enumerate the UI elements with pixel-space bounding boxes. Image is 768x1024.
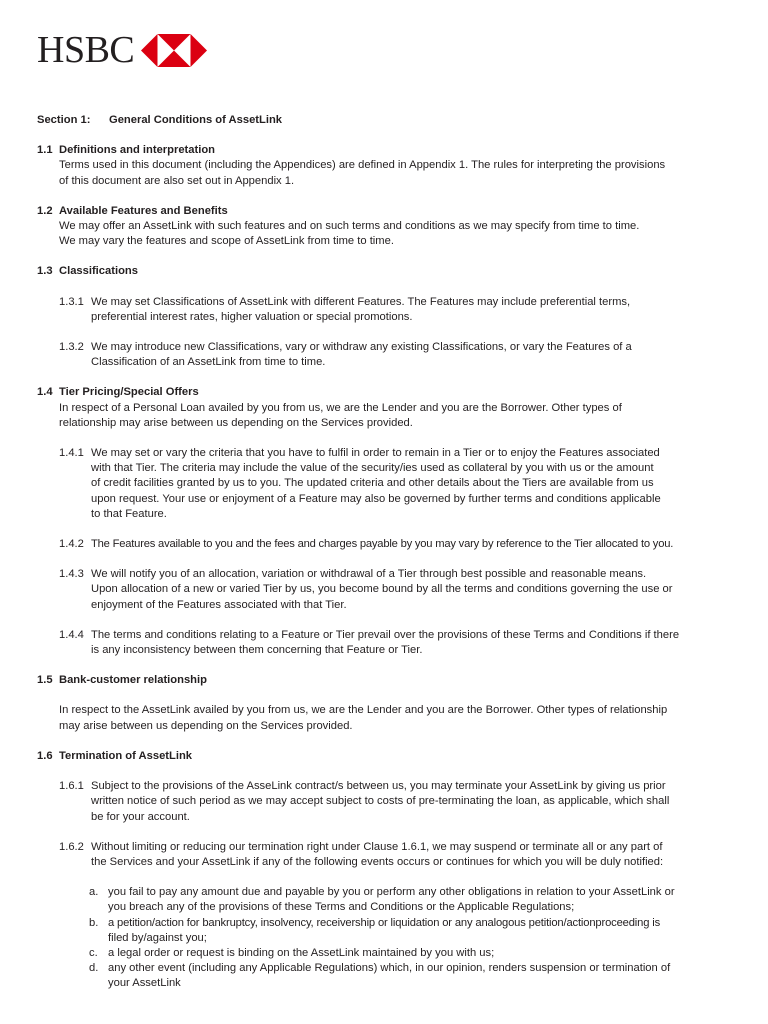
clause-1-6-1 (37, 779, 707, 825)
text-line: filed by/against you; (108, 931, 207, 944)
text-line: The terms and conditions relating to a Feature or Tier prevail over the provisions of these Terms and Conditions if there (91, 628, 680, 641)
subclause-number: 1.4.3 (59, 568, 84, 581)
text-line: In respect to the AssetLink availed by you from us, we are the Lender and you are the Borrower. Other types of relationship (59, 704, 668, 717)
text-line: the Services and your AssetLink if any of the following events occurs or continues for which you will be duly notified: (91, 855, 664, 868)
text-line: We may offer an AssetLink with such features and on such terms and conditions as we may specify from time to time. (59, 220, 640, 233)
clause-number: 1.1 (37, 144, 53, 157)
clause-1-2-text (37, 219, 707, 249)
clause-title: Tier Pricing/Special Offers (59, 386, 199, 399)
list-item (37, 885, 707, 915)
text-line: of credit facilities granted by us to you. The updated criteria and other details about the Tiers are available from us (91, 477, 654, 490)
text-line: Without limiting or reducing our termination right under Clause 1.6.1, we may suspend or terminate all or any part of (91, 840, 663, 853)
text-line: you fail to pay any amount due and payable by you or perform any other obligations in relation to your AssetLink or (108, 886, 675, 899)
list-item (37, 946, 707, 961)
subclause-number: 1.3.2 (59, 341, 84, 354)
text-line: In respect of a Personal Loan availed by you from us, we are the Lender and you are the Borrower. Other types of (59, 401, 622, 414)
section-title: General Conditions of AssetLink (109, 114, 283, 126)
clause-1-3-heading (37, 264, 707, 279)
clause-1-5-heading (37, 673, 707, 688)
text-line: your AssetLink (108, 977, 181, 990)
clause-title: Available Features and Benefits (59, 204, 228, 217)
text-line: preferential interest rates, higher valuation or special promotions. (91, 310, 413, 323)
clause-number: 1.2 (37, 204, 53, 217)
text-line: enjoyment of the Features associated with that Tier. (91, 598, 347, 611)
hsbc-hexagon-icon (141, 34, 207, 67)
clause-1-1-heading (37, 143, 707, 158)
logo-wordmark: HSBC (37, 29, 135, 71)
text-line: with that Tier. The criteria may include the value of the security/ies used as collateral by you with us or the amount (91, 462, 654, 475)
clause-number: 1.3 (37, 265, 53, 278)
text-line: We may vary the features and scope of AssetLink from time to time. (59, 235, 394, 248)
text-line: We will notify you of an allocation, variation or withdrawal of a Tier through best possible and reasonable means. (91, 568, 647, 581)
section-number: Section 1: (37, 114, 91, 126)
clause-1-6-2 (37, 840, 707, 870)
text-line: Terms used in this document (including the Appendices) are defined in Appendix 1. The rules for interpreting the provisions (59, 159, 666, 172)
text-line: is any inconsistency between them concerning that Feature or Tier. (91, 644, 423, 657)
list-marker: b. (89, 916, 99, 929)
list-marker: d. (89, 962, 99, 975)
clause-1-4-2 (37, 537, 707, 552)
text-line: upon request. Your use or enjoyment of a Feature may also be governed by further terms and conditions applicable (91, 492, 661, 505)
text-line: a petition/action for bankruptcy, insolvency, receivership or liquidation or any analogous petition/actionproceeding is (108, 916, 661, 929)
text-line: a legal order or request is binding on the AssetLink maintained by you with us; (108, 946, 495, 959)
clause-number: 1.4 (37, 386, 53, 399)
clause-title: Termination of AssetLink (59, 749, 193, 762)
list-item (37, 961, 707, 991)
subclause-number: 1.6.1 (59, 780, 84, 793)
clause-1-4-4 (37, 628, 707, 658)
clause-1-4-heading (37, 385, 707, 400)
text-line: We may introduce new Classifications, vary or withdraw any existing Classifications, or vary the Features of a (91, 341, 632, 354)
text-line: Upon allocation of a new or varied Tier by us, you become bound by all the terms and conditions governing the use or (91, 583, 673, 596)
text-line: The Features available to you and the fees and charges payable by you may vary by reference to the Tier allocated to you. (91, 538, 674, 551)
subclause-number: 1.4.4 (59, 628, 84, 641)
list-item (37, 916, 707, 946)
text-line: We may set Classifications of AssetLink with different Features. The Features may include preferential terms, (91, 295, 631, 308)
text-line: may arise between us depending on the Services provided. (59, 719, 353, 732)
text-line: you breach any of the provisions of these Terms and Conditions or the Applicable Regulations; (108, 901, 575, 914)
clause-1-4-text (37, 401, 707, 431)
section-heading (37, 113, 707, 128)
clause-1-4-3 (37, 567, 707, 613)
text-line: written notice of such period as we may accept subject to costs of pre-terminating the loan, as applicable, which shall (91, 795, 670, 808)
clause-1-3-2 (37, 340, 707, 370)
clause-1-1-text (37, 158, 707, 188)
text-line: Classification of an AssetLink from time to time. (91, 356, 326, 369)
text-line: Subject to the provisions of the AsseLink contract/s between us, you may terminate your AssetLink by giving us prior (91, 780, 666, 793)
clause-1-2-heading (37, 204, 707, 219)
subclause-number: 1.4.2 (59, 538, 84, 551)
clause-title: Definitions and interpretation (59, 144, 216, 157)
clause-1-3-1 (37, 295, 707, 325)
list-marker: c. (89, 946, 98, 959)
clause-1-6-heading (37, 749, 707, 764)
document-body (37, 113, 707, 992)
list-marker: a. (89, 886, 99, 899)
clause-title: Bank-customer relationship (59, 674, 207, 687)
text-line: of this document are also set out in Appendix 1. (59, 174, 295, 187)
text-line: We may set or vary the criteria that you have to fulfil in order to remain in a Tier or to enjoy the Features associated (91, 447, 660, 460)
text-line: be for your account. (91, 810, 190, 823)
text-line: to that Feature. (91, 507, 167, 520)
hsbc-logo (37, 29, 207, 71)
clause-number: 1.6 (37, 749, 53, 762)
text-line: any other event (including any Applicable Regulations) which, in our opinion, renders suspension or termination of (108, 962, 671, 975)
clause-title: Classifications (59, 265, 138, 278)
clause-1-5-text (37, 703, 707, 733)
subclause-number: 1.6.2 (59, 840, 84, 853)
clause-1-4-1 (37, 446, 707, 522)
subclause-number: 1.4.1 (59, 447, 84, 460)
subclause-number: 1.3.1 (59, 295, 84, 308)
text-line: relationship may arise between us depending on the Services provided. (59, 416, 413, 429)
clause-number: 1.5 (37, 674, 53, 687)
